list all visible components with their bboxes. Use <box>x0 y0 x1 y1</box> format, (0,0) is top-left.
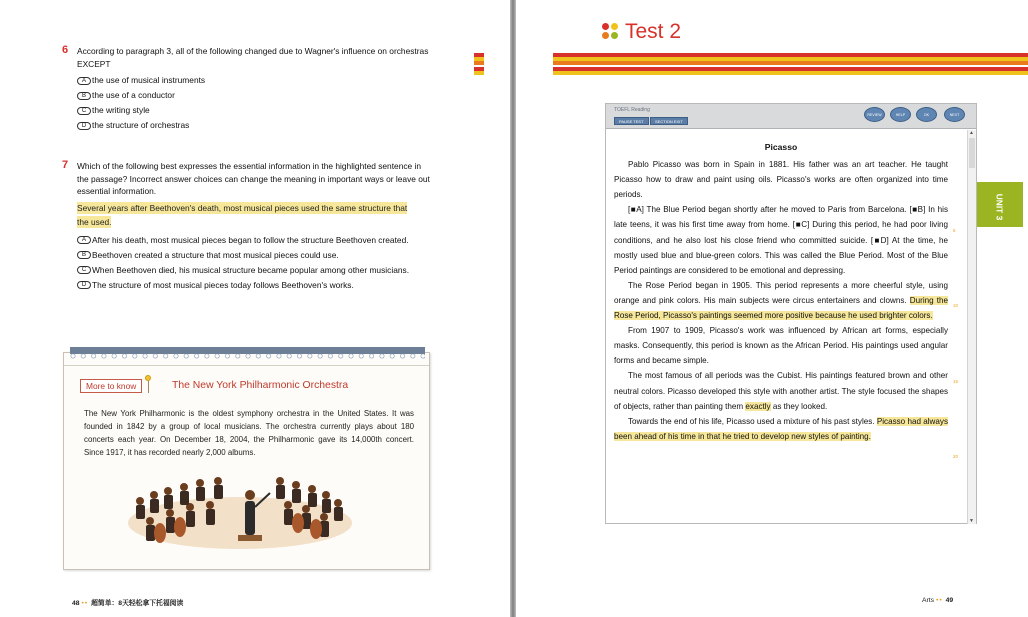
option-text: Beethoven created a structure that most musical pieces could use. <box>92 249 339 260</box>
question-text: Which of the following best expresses the essential information in the highlighted sentence in the passage? Incorrect answer choices can change the meaning in important ways or leave out essential information. <box>77 161 430 197</box>
book-title: 超简单：8天轻松拿下托福阅读 <box>91 600 184 607</box>
page-number: 48 <box>72 600 80 607</box>
option-b[interactable] <box>77 248 432 263</box>
option-d[interactable] <box>77 278 432 293</box>
p5-text-b: as they looked. <box>770 401 828 411</box>
card-binding <box>64 353 429 366</box>
scroll-up-icon[interactable]: ▲ <box>969 130 974 136</box>
more-to-know-badge: More to know <box>80 379 142 393</box>
option-letter: D <box>77 122 91 130</box>
right-stripes <box>553 53 1028 75</box>
right-page <box>516 0 1028 617</box>
option-d[interactable] <box>77 118 432 133</box>
option-letter: C <box>77 266 91 274</box>
left-footer <box>72 597 183 607</box>
option-a[interactable] <box>77 233 432 248</box>
option-letter: B <box>77 92 91 100</box>
highlighted-sentence <box>77 201 432 230</box>
option-c[interactable] <box>77 263 432 278</box>
test-header <box>602 20 681 44</box>
question-text: According to paragraph 3, all of the following changed due to Wagner's influence on orchestras EXCEPT <box>77 46 429 69</box>
question-number: 7 <box>62 159 69 171</box>
option-text: the use of musical instruments <box>92 75 206 86</box>
pause-test-button[interactable]: PAUSE TEST <box>614 117 649 125</box>
footer-dots: •• <box>935 597 946 604</box>
answer-options <box>77 73 432 133</box>
ok-button[interactable]: OK <box>916 107 937 122</box>
paragraph-2: [■A] The Blue Period began shortly after he moved to Paris from Barcelona. [■B] In his late teens, it was his first time away from home. [■C] During this period, he had poor living conditions, and he also lost his close friend who committed suicide. [■D] At the time, he mostly used blue and blue-green colors. This was called the Blue Period. Most of the Blue Period paintings are considered to be emotional and depressing. <box>614 205 948 275</box>
paragraph-1: Pablo Picasso was born in Spain in 1881. His father was an art teacher. He taught Picasso how to draw and paint using oils. Picasso's works are often organized into time periods. <box>614 160 948 200</box>
option-c[interactable] <box>77 103 432 118</box>
highlight-line-2: the used. <box>77 217 112 228</box>
line-number: 10 <box>953 303 958 308</box>
option-text: the writing style <box>92 105 150 116</box>
section-name: Arts <box>922 597 935 604</box>
test-title: Test 2 <box>625 20 682 43</box>
option-letter: B <box>77 251 91 259</box>
line-number: 20 <box>953 454 958 459</box>
p6-highlight: Picasso had always been ahead of his time in that he tried to develop new styles of painting. <box>614 416 948 441</box>
card-body: The New York Philharmonic is the oldest symphony orchestra in the United States. It was founded in 1842 by a group of local musicians. The orchestra currently plays about 180 concerts each year. On December 18, 2004, the Philharmonic gave its 14,000th concert. Since 1917, it has recorded nearly 2,000 albums. <box>84 409 414 457</box>
right-footer <box>922 597 953 604</box>
pin-icon <box>144 375 152 395</box>
left-page <box>0 0 510 617</box>
option-b[interactable] <box>77 88 432 103</box>
option-text: The structure of most musical pieces today follows Beethoven's works. <box>92 279 354 290</box>
next-button[interactable]: NEXT <box>944 107 965 122</box>
option-text: the structure of orchestras <box>92 120 190 131</box>
toefl-window <box>605 103 977 524</box>
p6-text: Towards the end of his life, Picasso used a mixture of his past styles. <box>628 416 877 426</box>
line-number: 15 <box>953 379 958 384</box>
spiral-rings <box>70 347 425 363</box>
option-text: After his death, most musical pieces began to follow the structure Beethoven created. <box>92 234 409 245</box>
p5-text-a: The most famous of all periods was the Cubist. His paintings featured brown and other neutral colors. Picasso developed this style with another artist. The style focused the shapes of objects, rather than painting them <box>614 371 948 411</box>
scroll-thumb[interactable] <box>969 138 975 168</box>
page-number: 49 <box>945 597 954 604</box>
option-letter: C <box>77 107 91 115</box>
option-text: the use of a conductor <box>92 90 175 101</box>
p5-highlight: exactly <box>745 401 771 411</box>
card-title: The New York Philharmonic Orchestra <box>172 380 349 391</box>
orchestra-illustration <box>120 461 355 555</box>
answer-options <box>77 233 432 293</box>
paragraph-5 <box>614 368 948 413</box>
passage-title: Picasso <box>764 142 798 152</box>
option-letter: D <box>77 281 91 289</box>
paragraph-4: From 1907 to 1909, Picasso's work was influenced by African art forms, especially masks. Consequently, this period is known as the African Period. His paintings used angular forms and became simple. <box>614 326 948 366</box>
option-letter: A <box>77 236 91 244</box>
unit-tab <box>976 182 1023 227</box>
line-number: 5 <box>953 228 956 233</box>
unit-label: UNIT 3 <box>994 193 1005 221</box>
reading-passage <box>614 140 948 444</box>
question-7 <box>62 160 432 293</box>
scroll-down-icon[interactable]: ▼ <box>969 518 974 524</box>
highlight-line-1: Several years after Beethoven's death, most musical pieces used the same structure that <box>77 202 408 213</box>
scrollbar[interactable] <box>967 130 976 524</box>
paragraph-3 <box>614 278 948 323</box>
review-button[interactable]: REVIEW <box>864 107 885 122</box>
section-exit-button[interactable]: SECTION EXIT <box>650 117 688 125</box>
left-stripes <box>474 53 484 75</box>
p3-highlight: During the Rose Period, Picasso's paintings seemed more positive because he used brighter colors. <box>614 295 949 321</box>
question-number: 6 <box>62 44 69 56</box>
more-to-know-card <box>63 352 430 570</box>
window-title: TOEFL Reading <box>614 107 650 113</box>
window-toolbar <box>606 104 976 129</box>
option-text: When Beethoven died, his musical structure became popular among other musicians. <box>92 264 410 275</box>
question-6 <box>62 45 432 133</box>
four-dots-icon <box>602 23 620 41</box>
option-a[interactable] <box>77 73 432 88</box>
footer-dots: •• <box>81 600 92 607</box>
p3-text: The Rose Period began in 1905. This period represents a more cheerful style, using orange and pink colors. His main subjects were circus entertainers and clowns. <box>614 280 948 305</box>
option-letter: A <box>77 77 91 85</box>
help-button[interactable]: HELP <box>890 107 911 122</box>
paragraph-6 <box>614 414 948 444</box>
